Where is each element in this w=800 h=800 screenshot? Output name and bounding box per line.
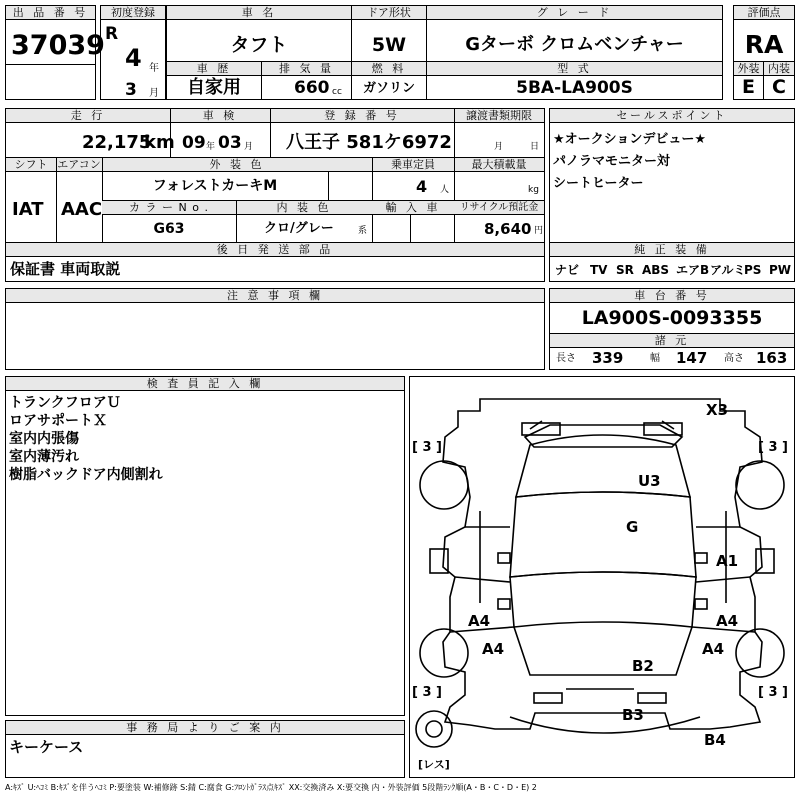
max-load-unit: kg [528,185,539,195]
capacity-unit: 人 [440,185,450,195]
plate-number: 八王子 581ケ6972 [286,132,452,153]
first-reg-year-unit: 年 [149,63,159,74]
history: 自家用 [187,77,241,98]
grade-header: グ レ ー ド [427,6,722,20]
inspector-note-5: 樹脂バックドア内側割れ [9,467,163,483]
door-header: ドア形状 [352,6,426,20]
tire-front-left-score: 3 [422,440,432,455]
notes-box [5,288,545,370]
door-box [351,5,427,62]
car-name-header: 車 名 [167,6,351,20]
inspector-box [5,376,405,716]
history-header: 車 歴 [167,62,261,76]
spec-length-label: 長さ [556,353,576,364]
ext-color: フォレストカーキM [152,178,278,194]
equipment-airbag: エアB [676,263,710,277]
inspector-note-3: 室内内張傷 [9,431,79,447]
interior-header: 内装 [764,62,794,76]
inspector-note-1: トランクフロアＵ [9,395,121,411]
car-name: タフト [230,34,288,56]
tire-front-right-score: 3 [768,440,778,455]
spec-height-label: 高さ [724,353,744,364]
spec-length: 339 [592,349,624,367]
equipment-ps: PS [744,263,762,277]
score-box [733,5,795,62]
spec-width-label: 幅 [650,353,660,364]
tire-front-right-bracket: [ 3 ] [758,440,788,455]
score-header: 評価点 [734,6,794,20]
equipment-header: 純 正 装 備 [550,243,794,257]
spec-height: 163 [756,349,788,367]
mark-g: G [626,518,639,536]
notes-header: 注 意 事 項 欄 [6,289,544,303]
info-grid [5,108,545,282]
chassis-box [549,288,795,370]
transfer-header: 譲渡書類期限 [454,109,544,123]
mark-a4-left-top: A4 [468,612,491,630]
specs-header: 諸 元 [550,334,794,348]
model: 5BA-LA900S [516,78,633,98]
fuel-box [351,61,427,100]
first-reg-era: R [105,24,119,44]
mark-b4: B4 [704,731,726,749]
office-header: 事 務 局 よ り ご 案 内 [6,721,404,735]
sales-point-header: セールスポイント [550,109,794,123]
tire-rear-right-bracket: [ 3 ] [758,685,788,700]
mileage-header: 走 行 [6,109,170,123]
tire-front-left-bracket: [ 3 ] [412,440,442,455]
later-parts: 保証書 車両取説 [10,260,121,278]
tire-rear-left-score: 3 [422,685,432,700]
recycle-header: リサイクル預託金 [454,201,544,215]
model-header: 型 式 [427,62,722,76]
car-diagram [409,376,795,778]
mark-b3: B3 [622,706,644,724]
max-load-header: 最大積載量 [454,158,544,172]
equipment-navi: ナビ [555,263,580,277]
displacement-header: 排 気 量 [262,62,351,76]
inspection-year-unit: 年 [206,142,216,152]
displacement-box [261,61,352,100]
sales-point-box [549,108,795,282]
int-color: クロ/グレー [264,221,334,236]
int-color-suffix: 系 [358,226,368,236]
mark-b2: B2 [632,657,654,675]
displacement-value: 660 [294,78,330,98]
mileage-unit: km [144,132,175,153]
spec-width: 147 [676,349,708,367]
first-reg-header: 初度登録 [101,6,165,20]
inspector-note-2: ロアサポートＸ [9,413,107,429]
later-parts-header: 後 日 発 送 部 品 [6,243,544,257]
inspection-year: 09 [182,133,206,153]
mark-x3: X3 [706,401,729,419]
aircon-header: エアコン [57,158,101,171]
spare-tire-value: レス [423,758,445,771]
grade: Gターボ クロムベンチャー [465,34,684,55]
equipment-tv: TV [590,263,608,277]
fuel: ガソリン [362,81,415,96]
inspection-header: 車 検 [170,109,270,123]
tire-rear-right-score: 3 [768,685,778,700]
first-reg-year: 4 [125,44,142,72]
capacity-value: 4 [416,177,428,196]
color-no: G63 [153,221,185,237]
tire-rear-left-bracket: [ 3 ] [412,685,442,700]
aircon: AAC [61,199,103,220]
legend: A:ｷｽﾞ U:ﾍｺﾐ B:ｷｽﾞを伴うﾍｺﾐ P:要塗装 W:補修跡 S:錆 C:腐食 G:ﾌﾛﾝﾄｶﾞﾗｽ点ｷｽﾞ XX:交換済み X:要交換 内・外装評価 5段階ﾗﾝｸ順(A・B・C・D・E) 2 [5,783,537,792]
capacity-header: 乗車定員 [372,158,454,172]
interior-score: C [772,76,786,98]
exterior-score-box [733,61,764,100]
transfer-day-unit: 日 [530,142,540,152]
mileage-value: 22,175 [82,132,152,153]
recycle-value: 8,640 [484,220,532,238]
score: RA [744,30,784,59]
mark-a4-right: A4 [702,640,725,658]
first-reg-month-unit: 月 [149,88,159,99]
inspector-header: 検 査 員 記 入 欄 [6,377,404,391]
interior-score-box [763,61,795,100]
color-no-header: カ ラ ー N o . [102,201,236,215]
shift-header: シフト [6,158,56,172]
lot-header: 出 品 番 号 [6,6,95,20]
lot-number: 37039 [11,30,105,61]
exterior-header: 外装 [734,62,763,76]
car-outline-diagram [410,377,794,777]
grade-box [426,5,723,62]
inspection-month-unit: 月 [244,142,254,152]
chassis-header: 車 台 番 号 [550,289,794,303]
sales-point-3: シートヒーター [553,176,644,191]
equipment-alumi: アルミ [710,263,746,277]
exterior-score: E [742,76,755,98]
plate-header: 登 録 番 号 [270,109,454,123]
door-type: 5W [371,34,407,56]
office-box [5,720,405,778]
transfer-month-unit: 月 [494,142,504,152]
mark-a4-right-top: A4 [716,612,739,630]
first-reg-box [100,5,166,100]
mark-a1: A1 [716,552,739,570]
chassis-number: LA900S-0093355 [581,307,763,329]
equipment-pw: PW [769,263,792,277]
first-reg-month: 3 [125,80,137,100]
recycle-unit: 円 [534,226,544,236]
displacement-unit: cc [332,87,342,97]
sales-point-1: ★オークションデビュー★ [553,132,707,147]
model-box [426,61,723,100]
int-color-header: 内 装 色 [236,201,372,215]
ext-color-header: 外 装 色 [102,158,372,172]
inspection-month: 03 [218,133,242,153]
mark-a4-left: A4 [482,640,505,658]
equipment-sr: SR [616,263,634,277]
import-header: 輸 入 車 [372,201,454,215]
inspector-note-4: 室内薄汚れ [9,449,79,465]
car-name-box [166,5,352,62]
equipment-abs: ABS [642,263,670,277]
office-note: キーケース [9,738,84,756]
history-box [166,61,262,100]
spare-tire-label: [レス] [418,758,450,771]
shift: IAT [12,199,44,220]
lot-box [5,5,105,100]
sales-point-2: パノラマモニター対 [553,154,671,169]
fuel-header: 燃 料 [352,62,426,76]
mark-u3: U3 [638,472,661,490]
